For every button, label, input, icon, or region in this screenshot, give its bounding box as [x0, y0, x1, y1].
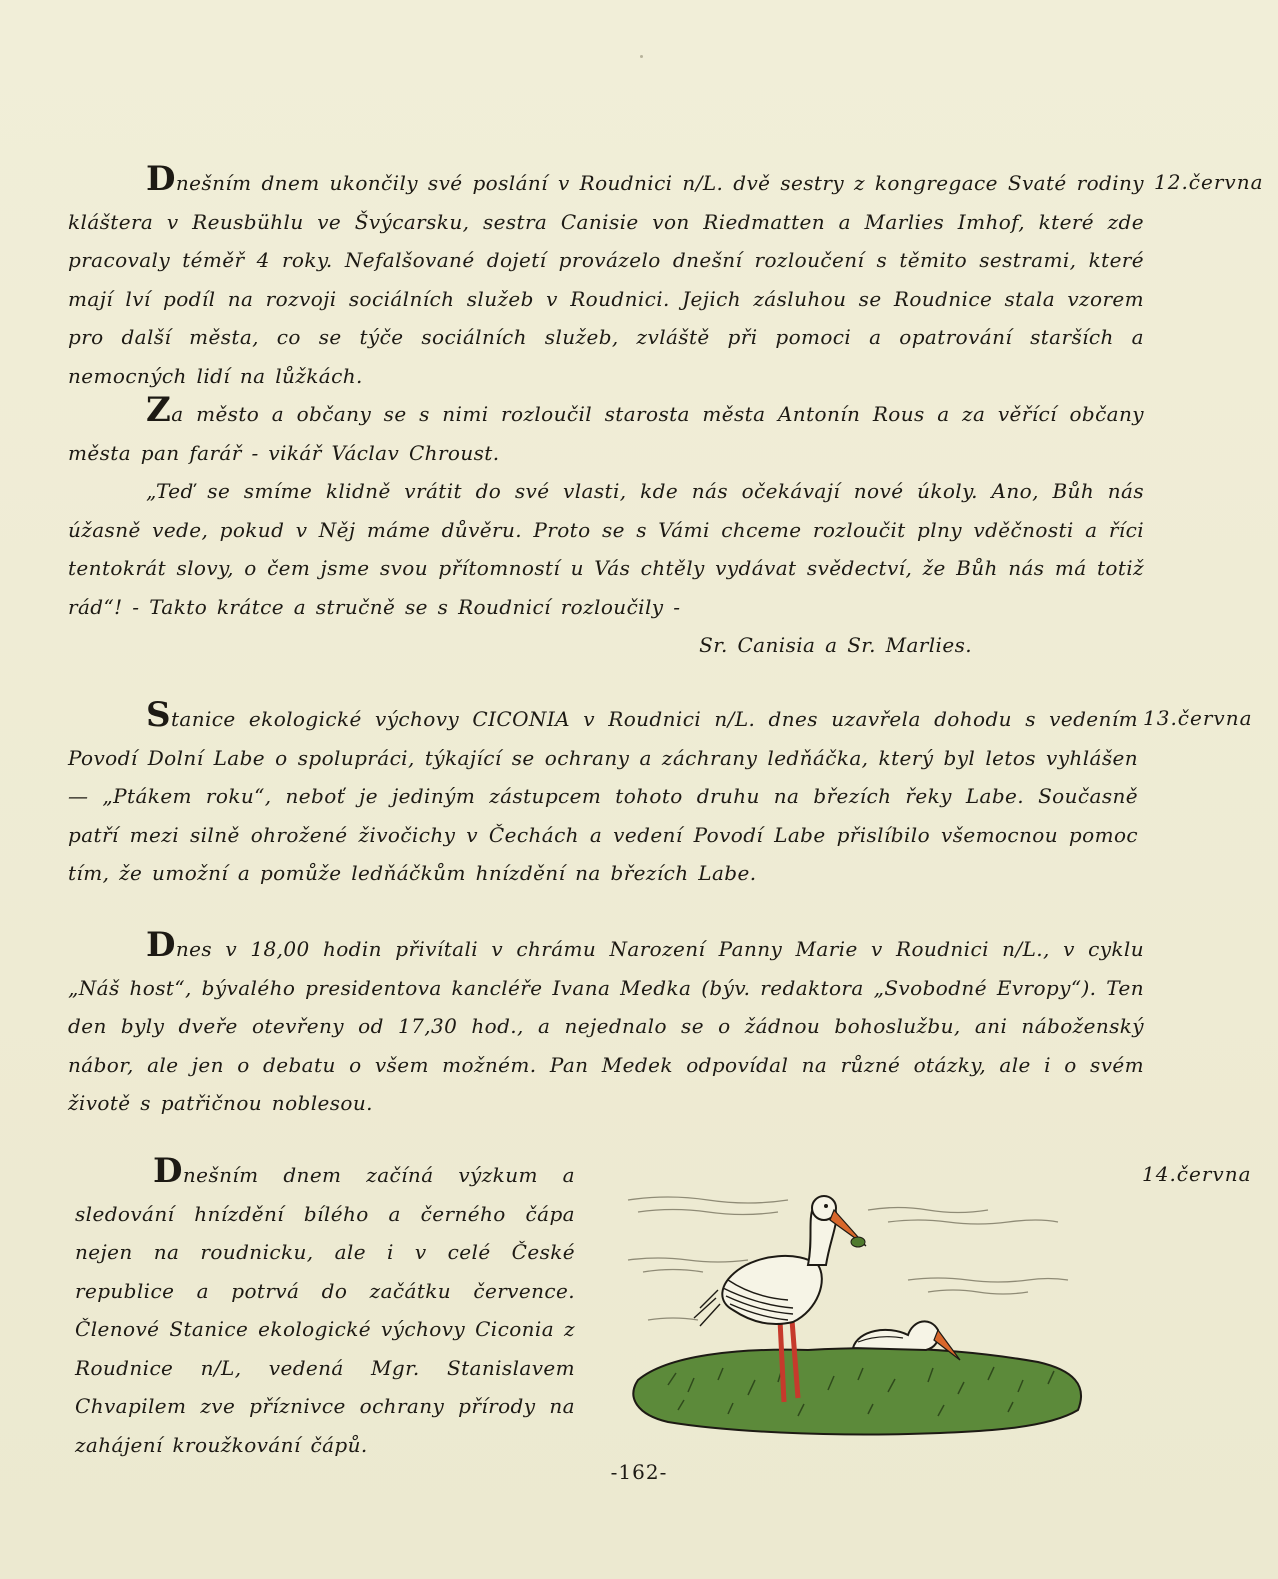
paragraph-text: tanice ekologické výchovy CICONIA v Roudnici n/L. dnes uzavřela dohodu s vedením Povodí Dolní Labe o spolupráci, týkající se ochrany a záchrany ledňáčka, který byl letos vyhlášen — „Ptákem roku“, neboť je jediným zástupcem tohoto druhu na březích řeky Labe. Současně patří mezi silně ohrožené živočichy v Čechách a vedení Povodí Labe přislíbilo všemocnou pomoc tím, že umožní a pomůže ledňáčkům hnízdění na březích Labe.: [68, 707, 1138, 885]
drop-initial: S: [146, 695, 171, 735]
margin-dot: [640, 55, 643, 58]
stork-nest-illustration: [608, 1170, 1098, 1455]
paragraph: [68, 472, 1144, 626]
paragraph-text: „Teď se smíme klidně vrátit do své vlasti, kde nás očekávají nové úkoly. Ano, Bůh nás úžasně vede, pokud v Něj máme důvěru. Proto se s Vámi chceme rozloučit plny vděčnosti a říci tentokrát slovy, o čem jsme svou přítomností u Vás chtěly vydávat svědectví, že Bůh nás má totiž rád“! - Takto krátce a stručně se s Roudnicí rozloučily -: [68, 479, 1144, 619]
paragraph: [68, 925, 1144, 1123]
paragraph-text: a město a občany se s nimi rozloučil starosta města Antonín Rous a za věřící občany města pan farář - vikář Václav Chroust.: [68, 402, 1144, 465]
drop-initial: D: [146, 159, 176, 199]
drop-initial: D: [153, 1151, 183, 1191]
paragraph: [75, 1151, 575, 1464]
page-number: -162-: [610, 1460, 668, 1484]
paragraph: [68, 695, 1138, 893]
entry-date: 13.června: [1143, 706, 1253, 730]
drop-initial: Z: [146, 390, 172, 430]
paragraph-text: nes v 18,00 hodin přivítali v chrámu Narození Panny Marie v Roudnici n/L., v cyklu „Náš host“, bývalého presidentova kancléře Ivana Medka (býv. redaktora „Svobodné Evropy“). Ten den byly dveře otevřeny od 17,30 hod., a nejednalo se o žádnou bohoslužbu, ani náboženský nábor, ale jen o debatu o všem možném. Pan Medek odpovídal na různé otázky, ale i o svém životě s patřičnou noblesou.: [68, 937, 1144, 1115]
signature: Sr. Canisia a Sr. Marlies.: [699, 633, 972, 657]
entry-12-june: [68, 159, 1144, 665]
entry-date: 14.června: [1142, 1162, 1252, 1186]
nest-grass: [633, 1348, 1081, 1434]
entry-14-june: [75, 1151, 575, 1464]
paragraph-text: nešním dnem začíná výzkum a sledování hnízdění bílého a černého čápa nejen na roudnicku, ale i v celé České republice a potrvá do začátku července. Členové Stanice ekologické výchovy Ciconia z Roudnice n/L, vedená Mgr. Stanislavem Chvapilem zve příznivce ochrany přírody na zahájení kroužkování čápů.: [75, 1163, 575, 1457]
entry-medek-visit: [68, 925, 1144, 1123]
sky-hatching: [628, 1197, 1068, 1320]
paragraph-text: nešním dnem ukončily své poslání v Roudnici n/L. dvě sestry z kongregace Svaté rodiny kláštera v Reusbühlu ve Švýcarsku, sestra Canisie von Riedmatten a Marlies Imhof, které zde pracovaly téměř 4 roky. Nefalšované dojetí provázelo dnešní rozloučení s těmito sestrami, které mají lví podíl na rozvoji sociálních služeb v Roudnici. Jejich zásluhou se Roudnice stala vzorem pro další města, co se týče sociálních služeb, zvláště při pomoci a opatrování starších a nemocných lidí na lůžkách.: [68, 171, 1144, 388]
paragraph: [68, 159, 1144, 395]
entry-13-june: [68, 695, 1138, 893]
drop-initial: D: [146, 925, 176, 965]
paragraph: [68, 390, 1144, 472]
entry-date: 12.června: [1154, 170, 1264, 194]
